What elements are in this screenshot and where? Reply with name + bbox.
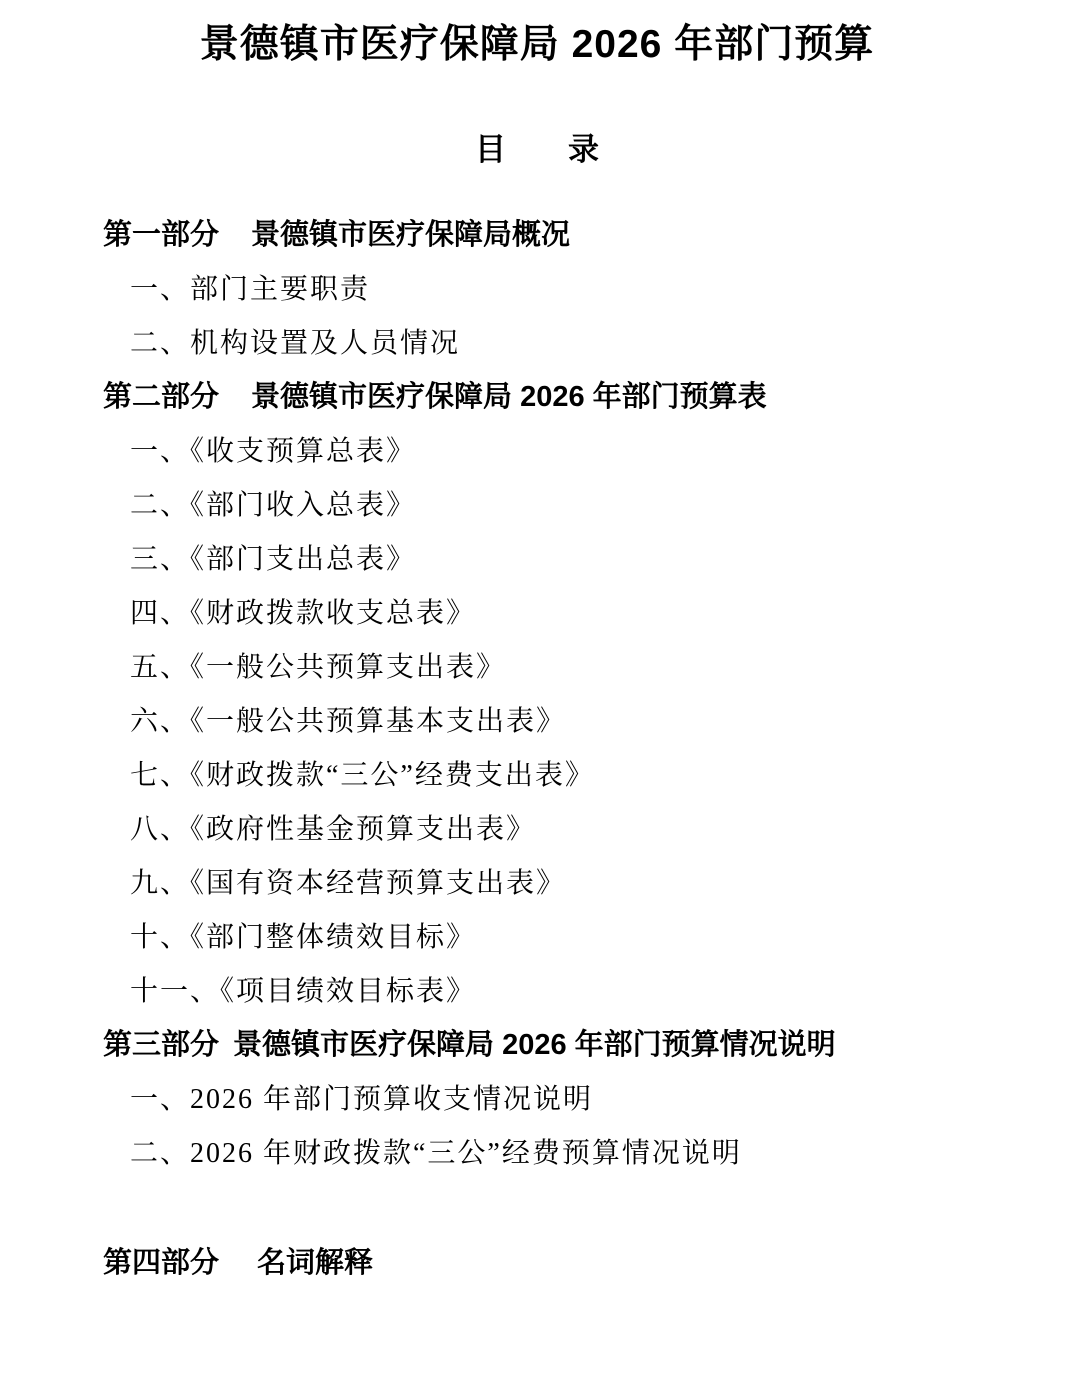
toc-item: 十一、《项目绩效目标表》 <box>130 975 477 1007</box>
section-title: 景德镇市医疗保障局概况 <box>251 219 571 252</box>
section-items <box>103 260 1034 368</box>
toc-item: 六、《一般公共预算基本支出表》 <box>130 705 567 737</box>
section-label: 第四部分 <box>103 1247 220 1280</box>
section-heading <box>103 1016 1034 1070</box>
toc-section-part4 <box>103 1234 1034 1288</box>
section-heading <box>103 206 1034 260</box>
toc-item: 四、《财政拨款收支总表》 <box>130 597 477 629</box>
table-of-contents <box>0 206 1074 1288</box>
toc-section-part3 <box>103 1016 1034 1178</box>
toc-item: 二、机构设置及人员情况 <box>130 327 461 359</box>
page-title: 景德镇市医疗保障局 2026 年部门预算 <box>199 23 875 66</box>
toc-item: 十、《部门整体绩效目标》 <box>130 921 477 953</box>
toc-item: 三、《部门支出总表》 <box>130 543 417 575</box>
toc-item: 七、《财政拨款“三公”经费支出表》 <box>130 759 595 791</box>
section-heading <box>103 1234 1034 1288</box>
toc-item: 一、2026 年部门预算收支情况说明 <box>130 1083 594 1115</box>
section-title: 名词解释 <box>257 1247 374 1280</box>
toc-section-part1 <box>103 206 1034 368</box>
toc-item: 八、《政府性基金预算支出表》 <box>130 813 537 845</box>
blank-line-spacer <box>103 1178 1034 1234</box>
section-heading <box>103 368 1034 422</box>
section-title: 景德镇市医疗保障局 2026 年部门预算情况说明 <box>233 1029 836 1062</box>
section-label: 第三部分 <box>103 1029 220 1062</box>
section-label: 第二部分 <box>103 381 220 414</box>
toc-item: 一、部门主要职责 <box>130 273 371 305</box>
section-items <box>103 1070 1034 1178</box>
section-items <box>103 422 1034 1016</box>
toc-item: 二、《部门收入总表》 <box>130 489 417 521</box>
toc-heading: 目 录 <box>475 131 599 167</box>
section-title: 景德镇市医疗保障局 2026 年部门预算表 <box>251 381 767 414</box>
toc-item: 一、《收支预算总表》 <box>130 435 417 467</box>
toc-item: 五、《一般公共预算支出表》 <box>130 651 507 683</box>
section-label: 第一部分 <box>103 219 220 252</box>
toc-item: 九、《国有资本经营预算支出表》 <box>130 867 567 899</box>
toc-section-part2 <box>103 368 1034 1016</box>
toc-item: 二、2026 年财政拨款“三公”经费预算情况说明 <box>130 1137 742 1169</box>
